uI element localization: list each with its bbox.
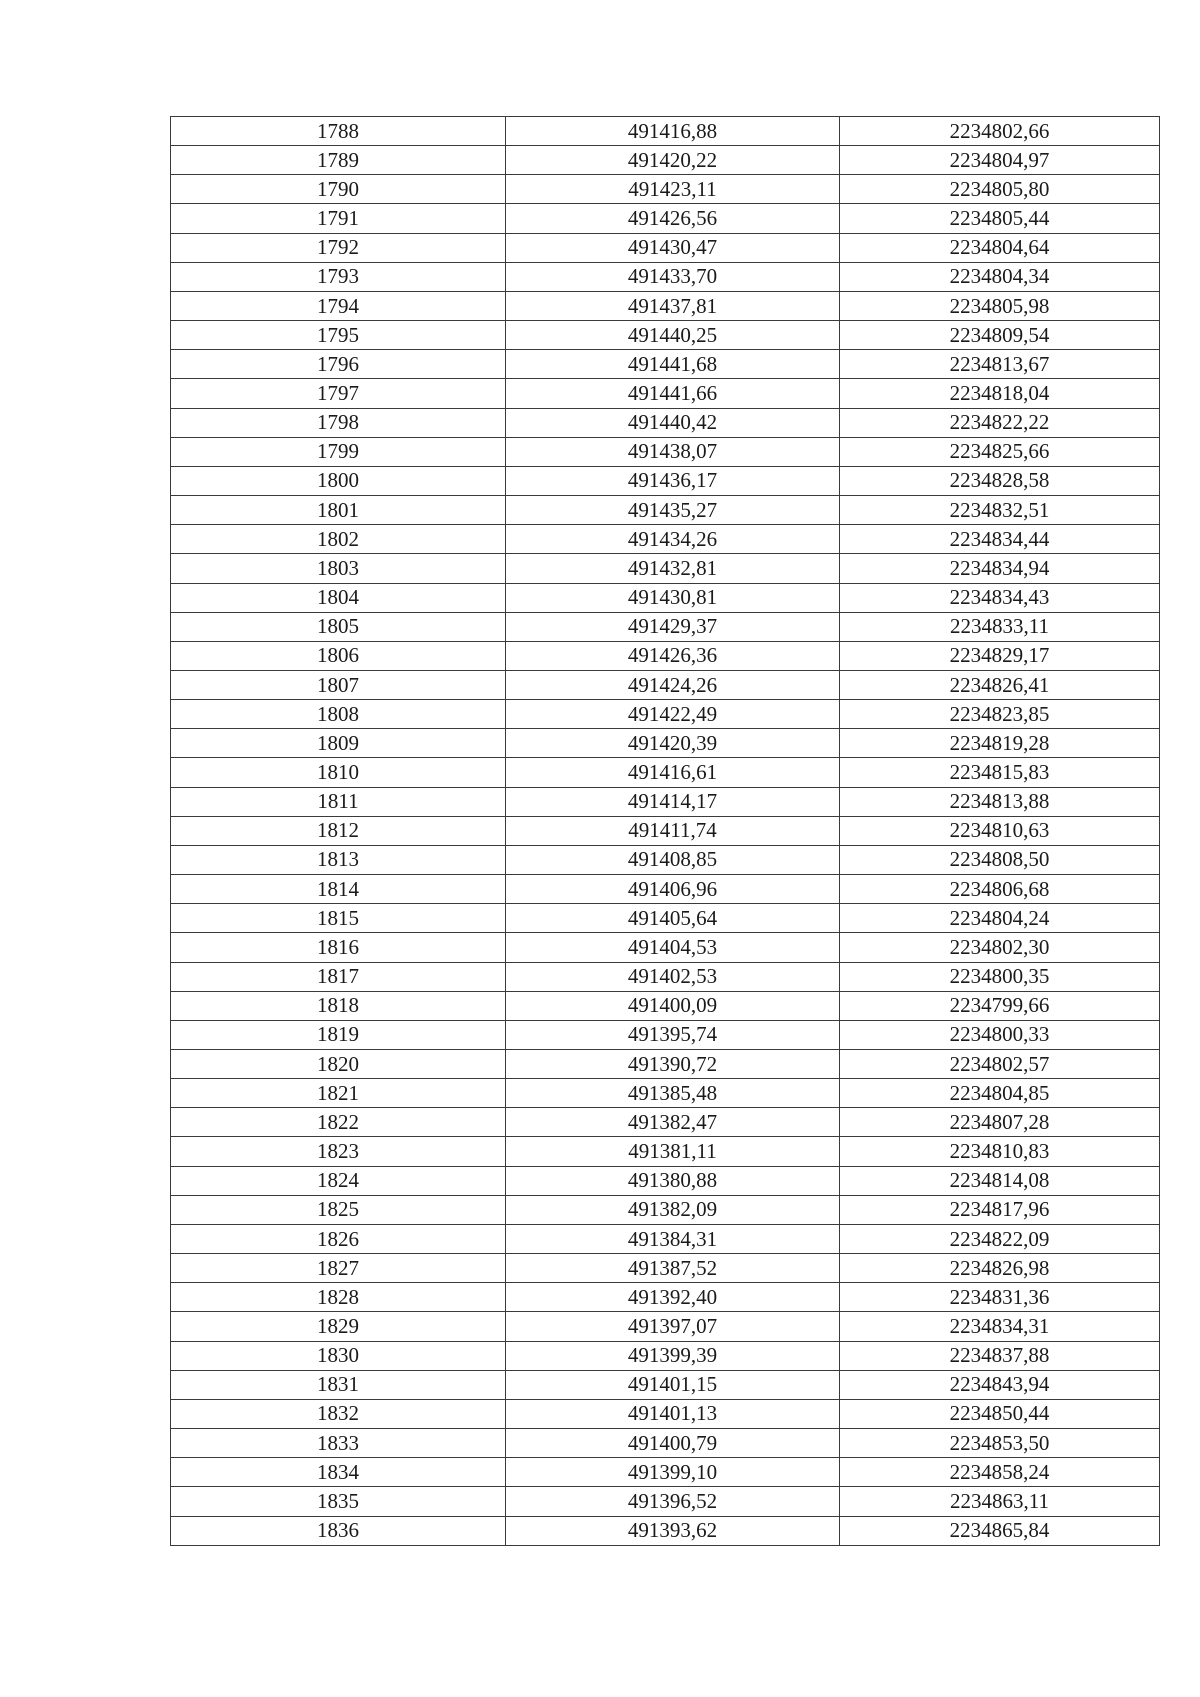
point-number-cell: 1798 — [171, 408, 506, 437]
y-coordinate-cell: 2234810,83 — [840, 1137, 1160, 1166]
y-coordinate-cell: 2234819,28 — [840, 729, 1160, 758]
table-row — [171, 1166, 1160, 1195]
point-number-cell: 1788 — [171, 117, 506, 146]
y-coordinate-cell: 2234805,80 — [840, 175, 1160, 204]
x-coordinate-cell: 491399,39 — [506, 1341, 840, 1370]
x-coordinate-cell: 491408,85 — [506, 845, 840, 874]
y-coordinate-cell: 2234808,50 — [840, 845, 1160, 874]
point-number-cell: 1799 — [171, 437, 506, 466]
x-coordinate-cell: 491406,96 — [506, 875, 840, 904]
y-coordinate-cell: 2234807,28 — [840, 1108, 1160, 1137]
y-coordinate-cell: 2234800,33 — [840, 1020, 1160, 1049]
table-row — [171, 787, 1160, 816]
table-row — [171, 321, 1160, 350]
table-row — [171, 262, 1160, 291]
point-number-cell: 1816 — [171, 933, 506, 962]
y-coordinate-cell: 2234863,11 — [840, 1487, 1160, 1516]
y-coordinate-cell: 2234804,97 — [840, 146, 1160, 175]
point-number-cell: 1828 — [171, 1283, 506, 1312]
x-coordinate-cell: 491393,62 — [506, 1516, 840, 1545]
y-coordinate-cell: 2234817,96 — [840, 1195, 1160, 1224]
table-row — [171, 729, 1160, 758]
coordinates-table-body — [171, 117, 1160, 1546]
table-row — [171, 466, 1160, 495]
x-coordinate-cell: 491432,81 — [506, 554, 840, 583]
x-coordinate-cell: 491400,09 — [506, 991, 840, 1020]
x-coordinate-cell: 491414,17 — [506, 787, 840, 816]
x-coordinate-cell: 491420,39 — [506, 729, 840, 758]
y-coordinate-cell: 2234823,85 — [840, 700, 1160, 729]
table-row — [171, 146, 1160, 175]
point-number-cell: 1817 — [171, 962, 506, 991]
x-coordinate-cell: 491384,31 — [506, 1224, 840, 1253]
x-coordinate-cell: 491422,49 — [506, 700, 840, 729]
x-coordinate-cell: 491401,13 — [506, 1399, 840, 1428]
x-coordinate-cell: 491402,53 — [506, 962, 840, 991]
x-coordinate-cell: 491390,72 — [506, 1050, 840, 1079]
y-coordinate-cell: 2234833,11 — [840, 612, 1160, 641]
table-row — [171, 845, 1160, 874]
x-coordinate-cell: 491387,52 — [506, 1254, 840, 1283]
point-number-cell: 1793 — [171, 262, 506, 291]
point-number-cell: 1819 — [171, 1020, 506, 1049]
x-coordinate-cell: 491381,11 — [506, 1137, 840, 1166]
x-coordinate-cell: 491424,26 — [506, 670, 840, 699]
point-number-cell: 1814 — [171, 875, 506, 904]
y-coordinate-cell: 2234865,84 — [840, 1516, 1160, 1545]
y-coordinate-cell: 2234814,08 — [840, 1166, 1160, 1195]
point-number-cell: 1830 — [171, 1341, 506, 1370]
table-row — [171, 233, 1160, 262]
point-number-cell: 1831 — [171, 1370, 506, 1399]
point-number-cell: 1834 — [171, 1458, 506, 1487]
x-coordinate-cell: 491396,52 — [506, 1487, 840, 1516]
table-row — [171, 904, 1160, 933]
point-number-cell: 1824 — [171, 1166, 506, 1195]
table-row — [171, 670, 1160, 699]
table-row — [171, 379, 1160, 408]
x-coordinate-cell: 491433,70 — [506, 262, 840, 291]
table-row — [171, 1487, 1160, 1516]
table-row — [171, 175, 1160, 204]
point-number-cell: 1802 — [171, 525, 506, 554]
point-number-cell: 1805 — [171, 612, 506, 641]
x-coordinate-cell: 491429,37 — [506, 612, 840, 641]
table-row — [171, 1283, 1160, 1312]
y-coordinate-cell: 2234802,30 — [840, 933, 1160, 962]
table-row — [171, 1079, 1160, 1108]
point-number-cell: 1835 — [171, 1487, 506, 1516]
x-coordinate-cell: 491392,40 — [506, 1283, 840, 1312]
y-coordinate-cell: 2234850,44 — [840, 1399, 1160, 1428]
y-coordinate-cell: 2234834,43 — [840, 583, 1160, 612]
table-row — [171, 554, 1160, 583]
table-row — [171, 1050, 1160, 1079]
point-number-cell: 1832 — [171, 1399, 506, 1428]
table-row — [171, 437, 1160, 466]
table-row — [171, 408, 1160, 437]
y-coordinate-cell: 2234799,66 — [840, 991, 1160, 1020]
table-row — [171, 1370, 1160, 1399]
table-row — [171, 496, 1160, 525]
table-row — [171, 1020, 1160, 1049]
point-number-cell: 1812 — [171, 816, 506, 845]
x-coordinate-cell: 491416,61 — [506, 758, 840, 787]
y-coordinate-cell: 2234804,34 — [840, 262, 1160, 291]
x-coordinate-cell: 491405,64 — [506, 904, 840, 933]
y-coordinate-cell: 2234813,67 — [840, 350, 1160, 379]
table-row — [171, 350, 1160, 379]
y-coordinate-cell: 2234828,58 — [840, 466, 1160, 495]
y-coordinate-cell: 2234826,41 — [840, 670, 1160, 699]
y-coordinate-cell: 2234826,98 — [840, 1254, 1160, 1283]
y-coordinate-cell: 2234802,57 — [840, 1050, 1160, 1079]
x-coordinate-cell: 491436,17 — [506, 466, 840, 495]
table-row — [171, 1312, 1160, 1341]
point-number-cell: 1795 — [171, 321, 506, 350]
y-coordinate-cell: 2234837,88 — [840, 1341, 1160, 1370]
y-coordinate-cell: 2234831,36 — [840, 1283, 1160, 1312]
table-row — [171, 1516, 1160, 1545]
table-row — [171, 933, 1160, 962]
table-row — [171, 962, 1160, 991]
table-row — [171, 816, 1160, 845]
point-number-cell: 1789 — [171, 146, 506, 175]
point-number-cell: 1818 — [171, 991, 506, 1020]
point-number-cell: 1803 — [171, 554, 506, 583]
point-number-cell: 1797 — [171, 379, 506, 408]
table-row — [171, 583, 1160, 612]
point-number-cell: 1801 — [171, 496, 506, 525]
y-coordinate-cell: 2234809,54 — [840, 321, 1160, 350]
y-coordinate-cell: 2234810,63 — [840, 816, 1160, 845]
y-coordinate-cell: 2234806,68 — [840, 875, 1160, 904]
x-coordinate-cell: 491395,74 — [506, 1020, 840, 1049]
table-row — [171, 1399, 1160, 1428]
point-number-cell: 1829 — [171, 1312, 506, 1341]
point-number-cell: 1826 — [171, 1224, 506, 1253]
y-coordinate-cell: 2234858,24 — [840, 1458, 1160, 1487]
x-coordinate-cell: 491440,42 — [506, 408, 840, 437]
x-coordinate-cell: 491434,26 — [506, 525, 840, 554]
point-number-cell: 1808 — [171, 700, 506, 729]
x-coordinate-cell: 491400,79 — [506, 1429, 840, 1458]
y-coordinate-cell: 2234843,94 — [840, 1370, 1160, 1399]
y-coordinate-cell: 2234815,83 — [840, 758, 1160, 787]
y-coordinate-cell: 2234822,09 — [840, 1224, 1160, 1253]
table-row — [171, 1195, 1160, 1224]
y-coordinate-cell: 2234800,35 — [840, 962, 1160, 991]
point-number-cell: 1815 — [171, 904, 506, 933]
point-number-cell: 1794 — [171, 291, 506, 320]
x-coordinate-cell: 491401,15 — [506, 1370, 840, 1399]
y-coordinate-cell: 2234834,44 — [840, 525, 1160, 554]
x-coordinate-cell: 491438,07 — [506, 437, 840, 466]
point-number-cell: 1792 — [171, 233, 506, 262]
table-row — [171, 291, 1160, 320]
y-coordinate-cell: 2234825,66 — [840, 437, 1160, 466]
x-coordinate-cell: 491382,09 — [506, 1195, 840, 1224]
point-number-cell: 1833 — [171, 1429, 506, 1458]
x-coordinate-cell: 491430,81 — [506, 583, 840, 612]
point-number-cell: 1810 — [171, 758, 506, 787]
x-coordinate-cell: 491430,47 — [506, 233, 840, 262]
point-number-cell: 1807 — [171, 670, 506, 699]
y-coordinate-cell: 2234818,04 — [840, 379, 1160, 408]
point-number-cell: 1827 — [171, 1254, 506, 1283]
x-coordinate-cell: 491411,74 — [506, 816, 840, 845]
table-row — [171, 641, 1160, 670]
x-coordinate-cell: 491416,88 — [506, 117, 840, 146]
table-row — [171, 117, 1160, 146]
x-coordinate-cell: 491437,81 — [506, 291, 840, 320]
point-number-cell: 1804 — [171, 583, 506, 612]
x-coordinate-cell: 491397,07 — [506, 1312, 840, 1341]
x-coordinate-cell: 491435,27 — [506, 496, 840, 525]
table-row — [171, 875, 1160, 904]
coordinates-table — [170, 116, 1160, 1546]
x-coordinate-cell: 491441,66 — [506, 379, 840, 408]
x-coordinate-cell: 491426,36 — [506, 641, 840, 670]
y-coordinate-cell: 2234834,31 — [840, 1312, 1160, 1341]
table-row — [171, 1108, 1160, 1137]
x-coordinate-cell: 491426,56 — [506, 204, 840, 233]
table-row — [171, 1341, 1160, 1370]
y-coordinate-cell: 2234804,64 — [840, 233, 1160, 262]
table-row — [171, 204, 1160, 233]
point-number-cell: 1822 — [171, 1108, 506, 1137]
table-row — [171, 991, 1160, 1020]
y-coordinate-cell: 2234829,17 — [840, 641, 1160, 670]
table-row — [171, 1254, 1160, 1283]
point-number-cell: 1813 — [171, 845, 506, 874]
x-coordinate-cell: 491423,11 — [506, 175, 840, 204]
x-coordinate-cell: 491399,10 — [506, 1458, 840, 1487]
point-number-cell: 1790 — [171, 175, 506, 204]
table-row — [171, 612, 1160, 641]
y-coordinate-cell: 2234813,88 — [840, 787, 1160, 816]
point-number-cell: 1820 — [171, 1050, 506, 1079]
y-coordinate-cell: 2234805,44 — [840, 204, 1160, 233]
y-coordinate-cell: 2234834,94 — [840, 554, 1160, 583]
point-number-cell: 1825 — [171, 1195, 506, 1224]
y-coordinate-cell: 2234822,22 — [840, 408, 1160, 437]
table-row — [171, 1458, 1160, 1487]
y-coordinate-cell: 2234805,98 — [840, 291, 1160, 320]
x-coordinate-cell: 491420,22 — [506, 146, 840, 175]
point-number-cell: 1796 — [171, 350, 506, 379]
x-coordinate-cell: 491440,25 — [506, 321, 840, 350]
table-row — [171, 700, 1160, 729]
point-number-cell: 1806 — [171, 641, 506, 670]
x-coordinate-cell: 491385,48 — [506, 1079, 840, 1108]
y-coordinate-cell: 2234853,50 — [840, 1429, 1160, 1458]
table-row — [171, 758, 1160, 787]
point-number-cell: 1821 — [171, 1079, 506, 1108]
y-coordinate-cell: 2234832,51 — [840, 496, 1160, 525]
point-number-cell: 1811 — [171, 787, 506, 816]
y-coordinate-cell: 2234804,24 — [840, 904, 1160, 933]
point-number-cell: 1809 — [171, 729, 506, 758]
point-number-cell: 1836 — [171, 1516, 506, 1545]
table-row — [171, 1429, 1160, 1458]
point-number-cell: 1791 — [171, 204, 506, 233]
table-row — [171, 525, 1160, 554]
table-row — [171, 1224, 1160, 1253]
y-coordinate-cell: 2234804,85 — [840, 1079, 1160, 1108]
table-row — [171, 1137, 1160, 1166]
x-coordinate-cell: 491404,53 — [506, 933, 840, 962]
y-coordinate-cell: 2234802,66 — [840, 117, 1160, 146]
x-coordinate-cell: 491380,88 — [506, 1166, 840, 1195]
x-coordinate-cell: 491382,47 — [506, 1108, 840, 1137]
point-number-cell: 1823 — [171, 1137, 506, 1166]
x-coordinate-cell: 491441,68 — [506, 350, 840, 379]
point-number-cell: 1800 — [171, 466, 506, 495]
